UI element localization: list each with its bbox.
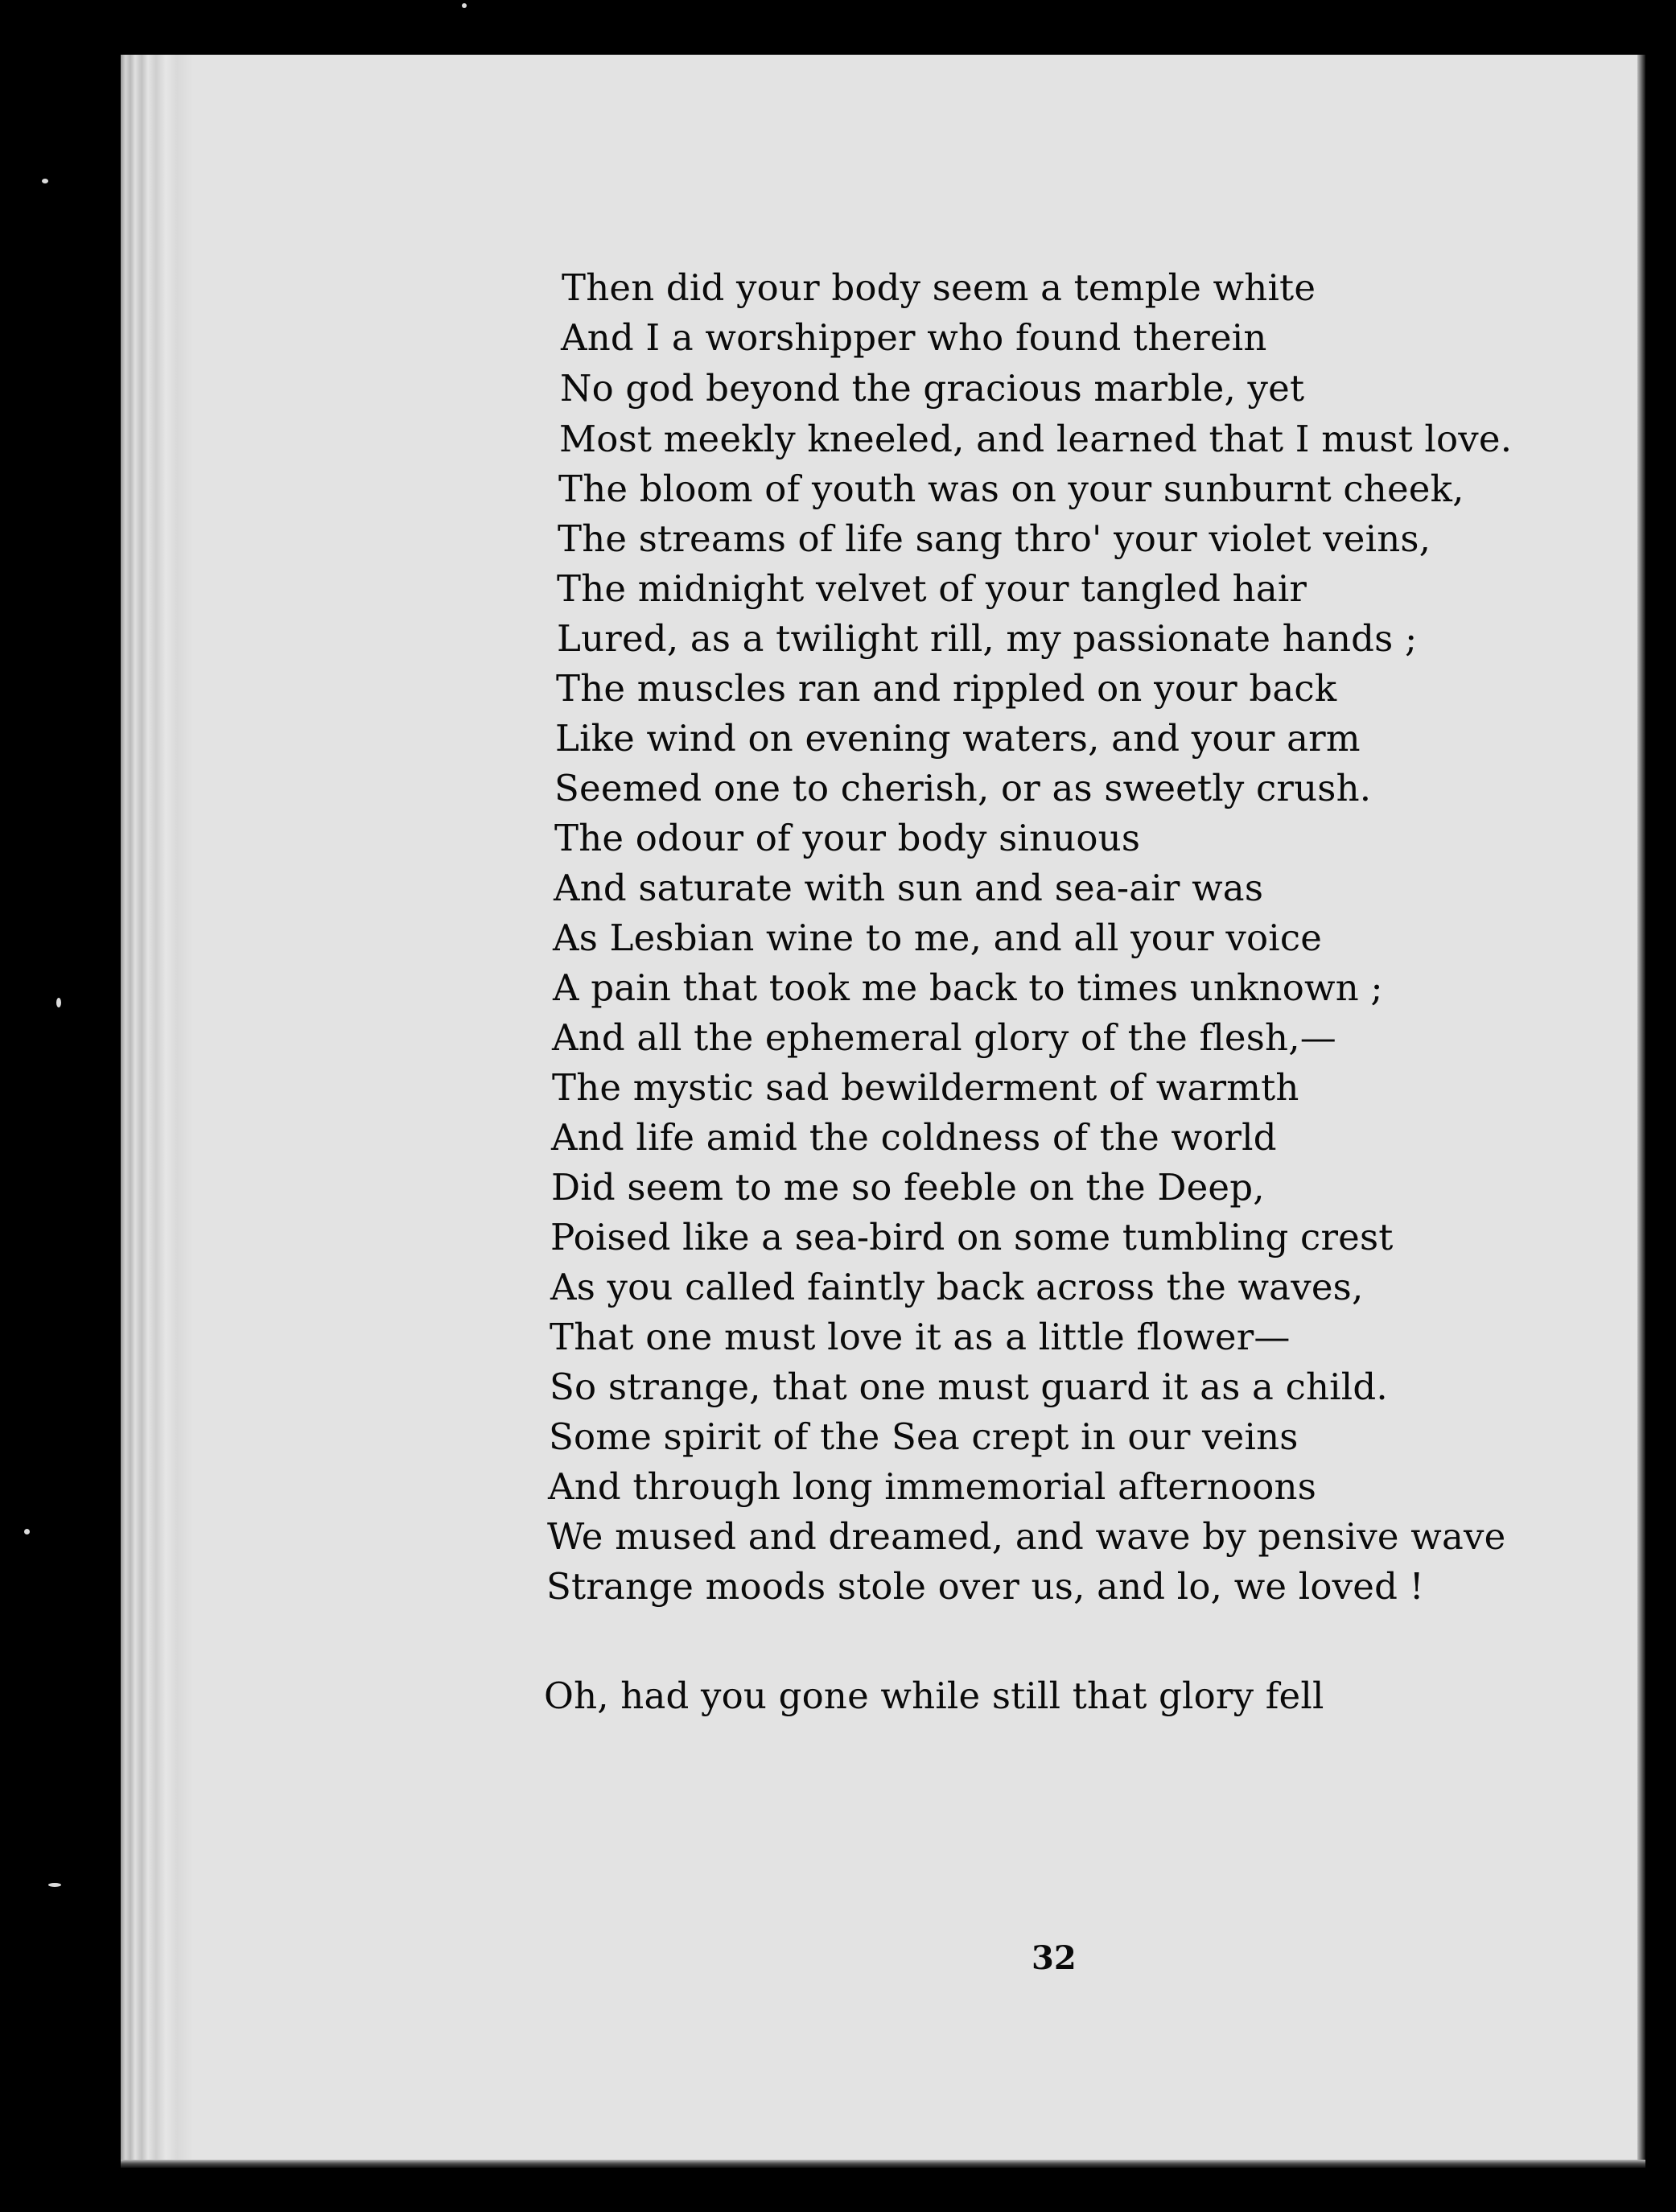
poem-line: Poised like a sea-bird on some tumbling crest — [550, 1216, 1394, 1258]
poem-line: And saturate with sun and sea-air was — [554, 867, 1264, 909]
poem-line: The mystic sad bewilderment of warmth — [552, 1066, 1299, 1109]
poem-line: Strange moods stole over us, and lo, we loved ! — [546, 1565, 1424, 1608]
poem-line: The odour of your body sinuous — [554, 817, 1141, 859]
poem-line: Like wind on evening waters, and your arm — [555, 717, 1361, 760]
poem-line: As Lesbian wine to me, and all your voice — [553, 917, 1323, 959]
poem-line: And life amid the coldness of the world — [551, 1116, 1277, 1159]
poem-line: Some spirit of the Sea crept in our veins — [549, 1415, 1299, 1458]
poem-line: The midnight velvet of your tangled hair — [557, 567, 1307, 610]
poem-line: Seemed one to cherish, or as sweetly crush. — [554, 767, 1372, 809]
poem-line: As you called faintly back across the waves, — [550, 1266, 1364, 1308]
poem-line: So strange, that one must guard it as a child. — [550, 1366, 1388, 1408]
poem-line: We mused and dreamed, and wave by pensive wave — [547, 1515, 1506, 1558]
poem-line: No god beyond the gracious marble, yet — [560, 367, 1305, 410]
poem-line: That one must love it as a little flower— — [550, 1316, 1291, 1358]
poem-line: Then did your body seem a temple white — [562, 266, 1316, 309]
poem-line: And all the ephemeral glory of the flesh,— — [552, 1016, 1336, 1059]
poem-line: Most meekly kneeled, and learned that I must love. — [559, 418, 1513, 460]
page-number: 32 — [1032, 1939, 1077, 1977]
poem-line-new-stanza: Oh, had you gone while still that glory fell — [544, 1674, 1324, 1717]
poem-line: The bloom of youth was on your sunburnt cheek, — [558, 468, 1464, 510]
poem-line: And I a worshipper who found therein — [561, 316, 1267, 359]
poem-line: And through long immemorial afternoons — [548, 1465, 1317, 1508]
poem-line: A pain that took me back to times unknown ; — [553, 966, 1383, 1009]
poem-line: The streams of life sang thro' your violet veins, — [558, 517, 1431, 560]
poem-line: The muscles ran and rippled on your back — [556, 667, 1337, 710]
poem-line: Lured, as a twilight rill, my passionate hands ; — [557, 617, 1418, 660]
poem-line: Did seem to me so feeble on the Deep, — [551, 1166, 1265, 1209]
